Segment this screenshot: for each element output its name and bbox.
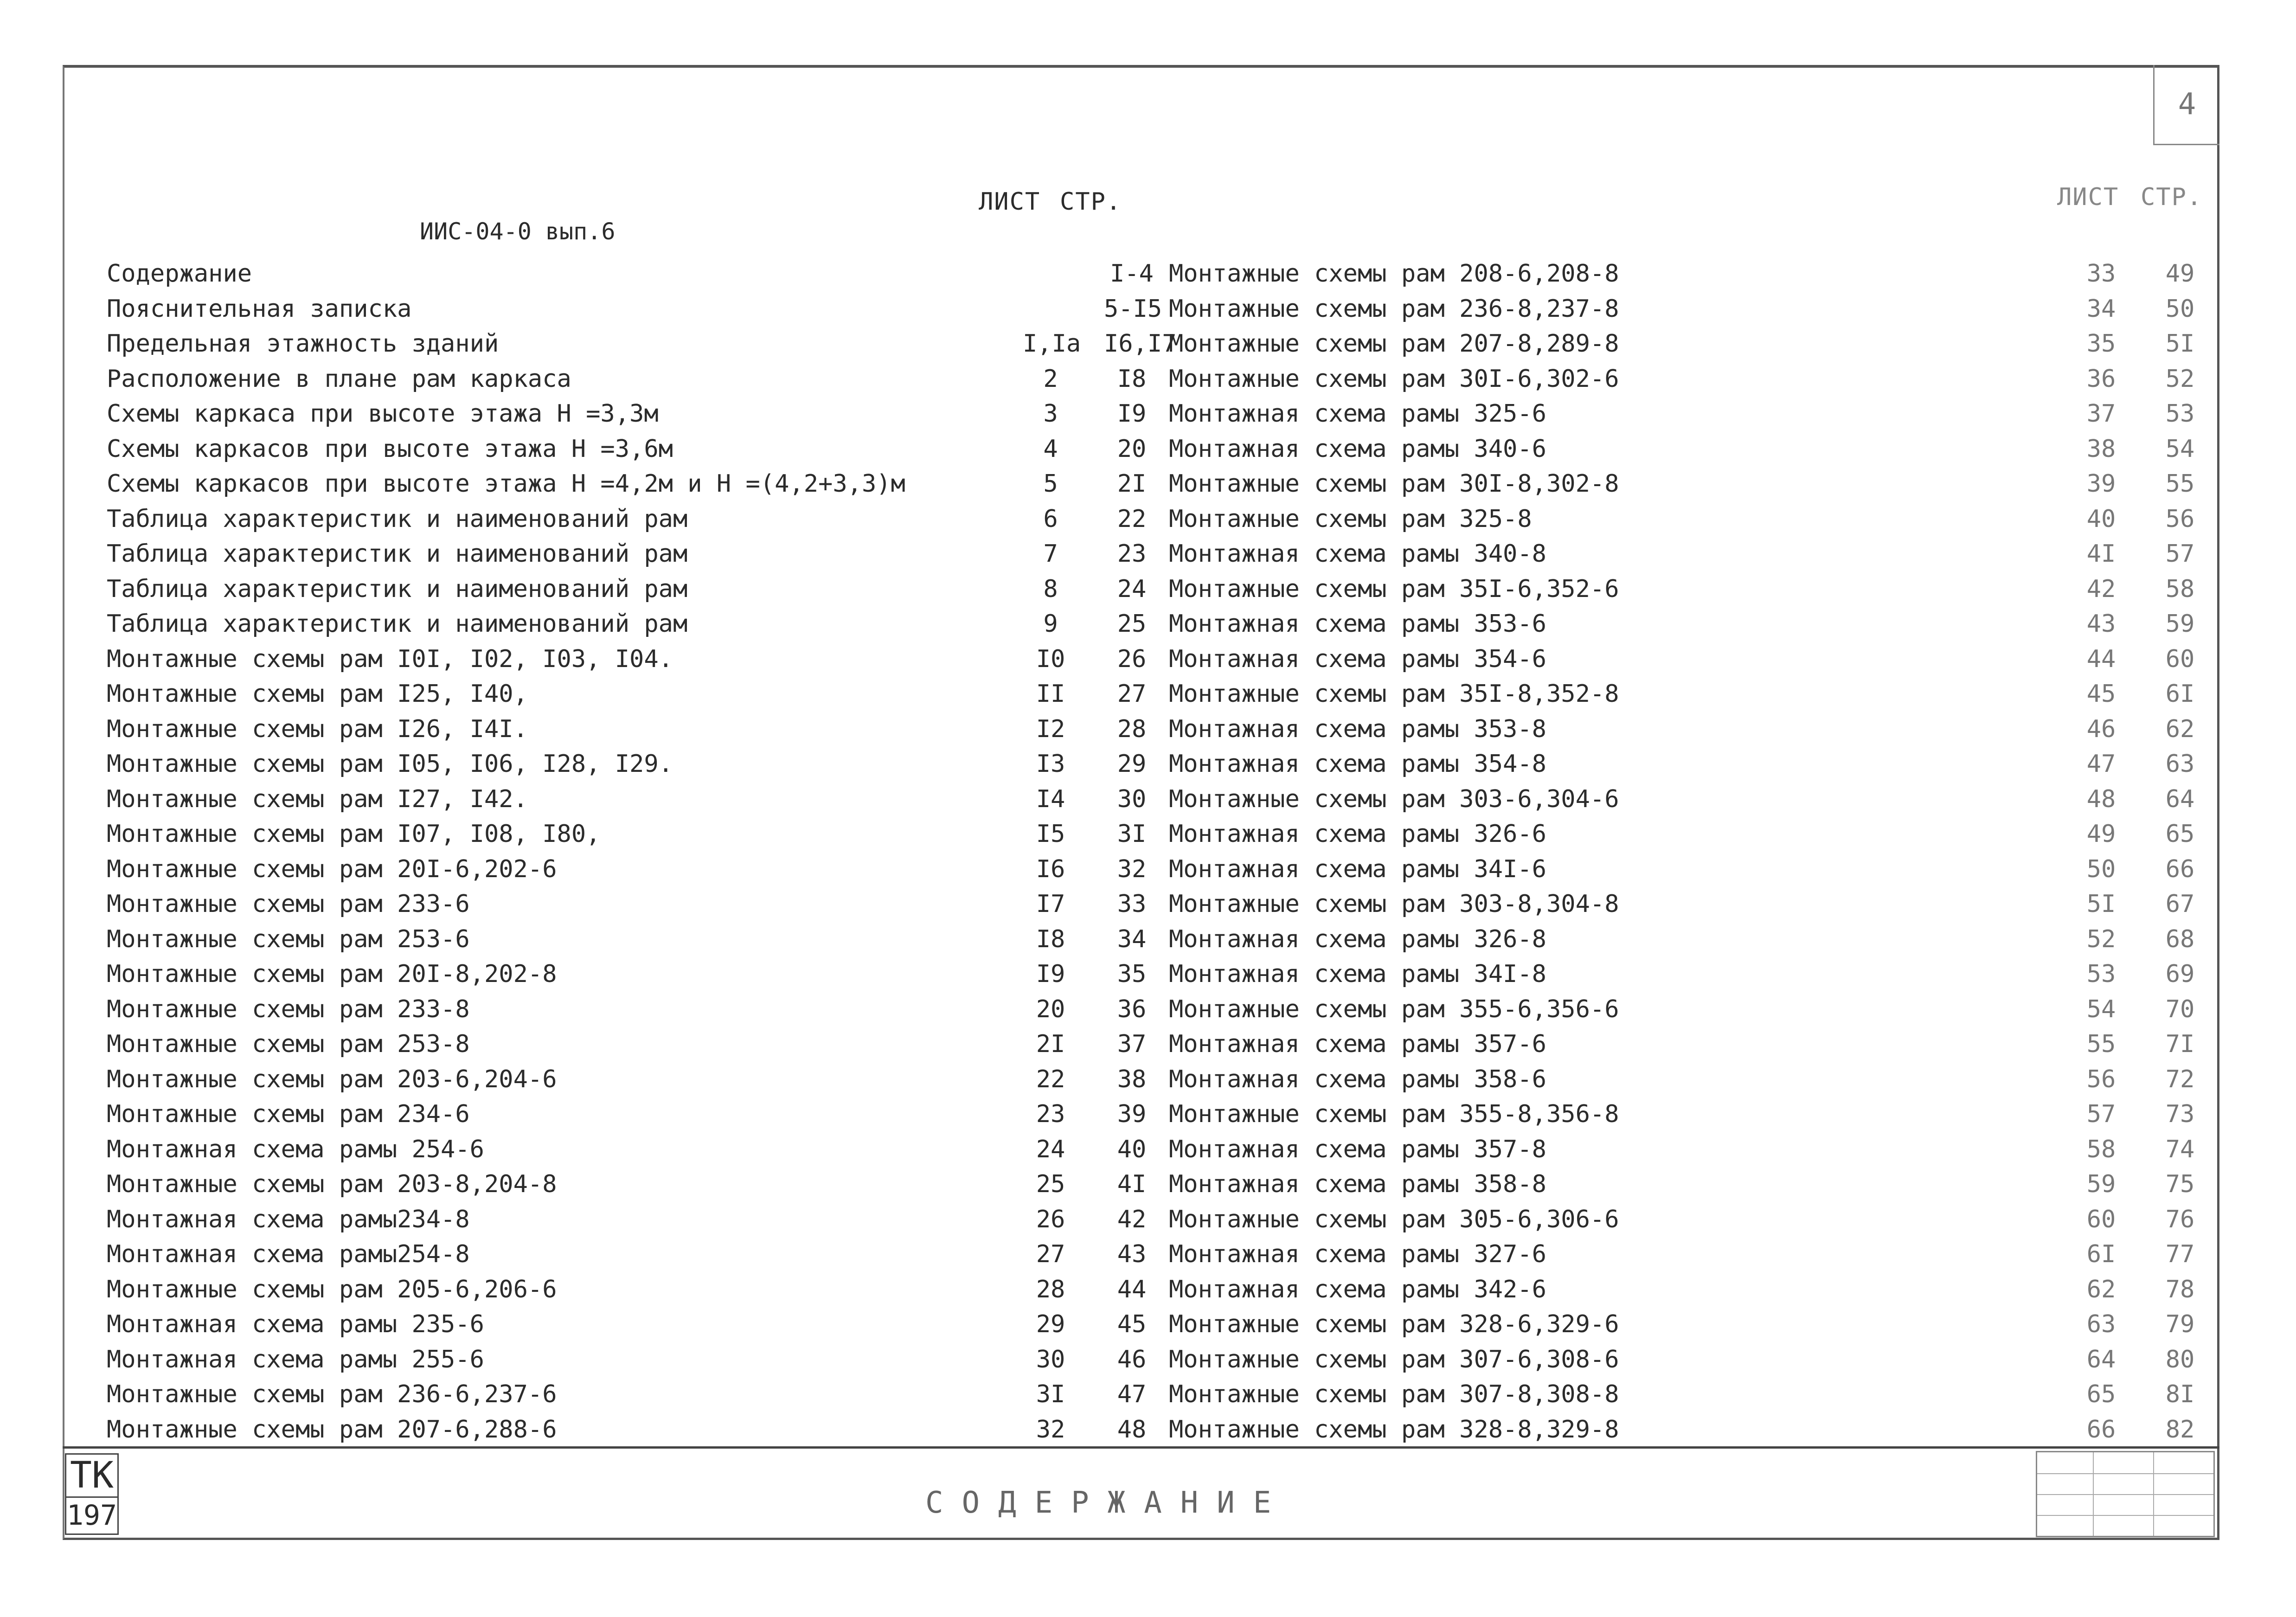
entry-title: Монтажные схемы рам I05, I06, I28, I29. [107, 750, 673, 778]
contents-row [107, 575, 1174, 610]
entry-page: 43 [1117, 1240, 1147, 1268]
entry-sheet: I0 [1036, 645, 1065, 673]
contents-row [107, 715, 1174, 751]
entry-sheet: 6I [2086, 1240, 2116, 1268]
entry-sheet: 42 [2086, 575, 2116, 603]
entry-sheet: 8 [1043, 575, 1058, 603]
entry-sheet: 25 [1036, 1170, 1065, 1198]
entry-page: 40 [1117, 1135, 1147, 1163]
contents-row [1169, 890, 2213, 925]
entry-sheet: 9 [1043, 610, 1058, 638]
contents-row [1169, 1346, 2213, 1381]
entry-page: 53 [2165, 400, 2195, 428]
contents-row [107, 890, 1174, 925]
entry-page: 68 [2165, 925, 2195, 953]
entry-sheet: 33 [2086, 260, 2116, 288]
entry-title: Таблица характеристик и наименований рам [107, 610, 688, 638]
entry-page: 73 [2165, 1100, 2195, 1128]
contents-row [1169, 785, 2213, 821]
entry-title: Монтажные схемы рам 305-6,306-6 [1169, 1205, 1619, 1233]
entry-sheet: 27 [1036, 1240, 1065, 1268]
entry-page: 29 [1117, 750, 1147, 778]
contents-row [1169, 855, 2213, 891]
contents-row [107, 785, 1174, 821]
entry-title: Монтажные схемы рам 233-8 [107, 995, 470, 1023]
entry-page: 20 [1117, 435, 1147, 463]
entry-sheet: 23 [1036, 1100, 1065, 1128]
contents-row [1169, 575, 2213, 610]
entry-sheet: 32 [1036, 1415, 1065, 1444]
entry-title: Монтажные схемы рам 307-8,308-8 [1169, 1380, 1619, 1408]
entry-title: Монтажная схема рамы 325-6 [1169, 400, 1546, 428]
entry-sheet: 52 [2086, 925, 2116, 953]
entry-sheet: 44 [2086, 645, 2116, 673]
contents-row [107, 1310, 1174, 1346]
contents-row [107, 1100, 1174, 1136]
entry-sheet: 37 [2086, 400, 2116, 428]
contents-row [1169, 1380, 2213, 1416]
entry-sheet: 38 [2086, 435, 2116, 463]
entry-sheet: 55 [2086, 1030, 2116, 1058]
contents-row [107, 855, 1174, 891]
contents-row [1169, 610, 2213, 645]
left-contents-column [107, 260, 1177, 1450]
entry-page: 65 [2165, 820, 2195, 848]
entry-page: 2I [1117, 470, 1147, 498]
entry-page: 23 [1117, 540, 1147, 568]
stamp-top: ТК [66, 1455, 117, 1498]
entry-title: Монтажные схемы рам 35I-8,352-8 [1169, 680, 1619, 708]
entry-page: 66 [2165, 855, 2195, 883]
entry-title: Монтажная схема рамы 353-6 [1169, 610, 1546, 638]
entry-title: Монтажная схема рамы 357-8 [1169, 1135, 1546, 1163]
contents-row [107, 435, 1174, 470]
entry-page: 76 [2165, 1205, 2195, 1233]
entry-sheet: 62 [2086, 1275, 2116, 1303]
entry-page: 72 [2165, 1065, 2195, 1093]
left-page-header: СТР. [1060, 188, 1122, 216]
entry-sheet: 34 [2086, 295, 2116, 323]
entry-title: Схемы каркасов при высоте этажа H =3,6м [107, 435, 673, 463]
entry-page: 3I [1117, 820, 1147, 848]
contents-row [1169, 295, 2213, 330]
entry-title: Монтажные схемы рам 236-8,237-8 [1169, 295, 1619, 323]
entry-title: Монтажная схема рамы 340-6 [1169, 435, 1546, 463]
entry-sheet: 5 [1043, 470, 1058, 498]
contents-row [1169, 365, 2213, 400]
entry-sheet: 4I [2086, 540, 2116, 568]
entry-sheet: 53 [2086, 960, 2116, 988]
entry-page: 8I [2165, 1380, 2195, 1408]
entry-title: Монтажные схемы рам 207-6,288-6 [107, 1415, 557, 1444]
entry-title: Монтажные схемы рам 253-6 [107, 925, 470, 953]
entry-sheet: 50 [2086, 855, 2116, 883]
entry-title: Монтажная схема рамы 357-6 [1169, 1030, 1546, 1058]
contents-row [1169, 1206, 2213, 1241]
entry-title: Монтажные схемы рам 35I-6,352-6 [1169, 575, 1619, 603]
entry-sheet: I7 [1036, 890, 1065, 918]
contents-row [107, 820, 1174, 855]
entry-title: Монтажные схемы рам 325-8 [1169, 505, 1532, 533]
entry-page: 33 [1117, 890, 1147, 918]
entry-sheet: 43 [2086, 610, 2116, 638]
document-code: ИИС-04-0 вып.6 [420, 218, 616, 245]
contents-row [1169, 680, 2213, 715]
entry-page: 6I [2165, 680, 2195, 708]
entry-sheet: 29 [1036, 1310, 1065, 1338]
contents-row [1169, 505, 2213, 540]
contents-row [107, 1276, 1174, 1311]
contents-row [107, 330, 1177, 365]
entry-page: 58 [2165, 575, 2195, 603]
entry-page: 7I [2165, 1030, 2195, 1058]
entry-title: Расположение в плане рам каркаса [107, 365, 571, 393]
entry-sheet: 2 [1043, 365, 1058, 393]
entry-sheet: 46 [2086, 715, 2116, 743]
contents-row [107, 540, 1174, 575]
entry-page: 57 [2165, 540, 2195, 568]
entry-page: 78 [2165, 1275, 2195, 1303]
entry-sheet: I,Iа [1023, 330, 1081, 358]
entry-sheet: II [1036, 680, 1065, 708]
entry-title: Монтажная схема рамы 326-6 [1169, 820, 1546, 848]
entry-page: 79 [2165, 1310, 2195, 1338]
contents-row [1169, 400, 2213, 435]
entry-title: Монтажная схема рамы 354-8 [1169, 750, 1546, 778]
entry-page: 35 [1117, 960, 1147, 988]
entry-page: 4I [1117, 1170, 1147, 1198]
entry-page: 69 [2165, 960, 2195, 988]
entry-page: 39 [1117, 1100, 1147, 1128]
contents-row [107, 1206, 1174, 1241]
contents-row [107, 400, 1174, 435]
entry-title: Монтажная схема рамы 255-6 [107, 1345, 484, 1373]
entry-title: Монтажная схема рамы 354-6 [1169, 645, 1546, 673]
entry-page: 45 [1117, 1310, 1147, 1338]
sheet-number: 4 [2153, 65, 2219, 145]
entry-title: Монтажные схемы рам I25, I40, [107, 680, 528, 708]
entry-page: 44 [1117, 1275, 1147, 1303]
entry-title: Монтажные схемы рам 303-6,304-6 [1169, 785, 1619, 813]
entry-sheet: 47 [2086, 750, 2116, 778]
entry-sheet: 3 [1043, 400, 1058, 428]
entry-title: Монтажные схемы рам 20I-8,202-8 [107, 960, 557, 988]
entry-page: 52 [2165, 365, 2195, 393]
contents-row [1169, 1170, 2213, 1206]
entry-page: 37 [1117, 1030, 1147, 1058]
contents-row [1169, 645, 2213, 680]
entry-page: 50 [2165, 295, 2195, 323]
drawing-sheet [63, 65, 2219, 1540]
entry-title: Монтажные схемы рам 328-8,329-8 [1169, 1415, 1619, 1444]
entry-page: 49 [2165, 260, 2195, 288]
contents-row [107, 1065, 1174, 1101]
entry-sheet: 65 [2086, 1380, 2116, 1408]
entry-page: 22 [1117, 505, 1147, 533]
entry-sheet: 2I [1036, 1030, 1065, 1058]
entry-page: 28 [1117, 715, 1147, 743]
entry-title: Монтажные схемы рам 328-6,329-6 [1169, 1310, 1619, 1338]
entry-page: I6,I7 [1104, 330, 1177, 358]
entry-title: Схемы каркаса при высоте этажа H =3,3м [107, 400, 659, 428]
entry-sheet: 57 [2086, 1100, 2116, 1128]
entry-sheet: 39 [2086, 470, 2116, 498]
entry-page: 38 [1117, 1065, 1147, 1093]
entry-page: 25 [1117, 610, 1147, 638]
entry-title: Монтажные схемы рам 207-8,289-8 [1169, 330, 1619, 358]
contents-row [107, 1346, 1174, 1381]
entry-page: 26 [1117, 645, 1147, 673]
format-stamp [65, 1453, 119, 1535]
entry-sheet: 64 [2086, 1345, 2116, 1373]
contents-row [107, 1240, 1174, 1276]
entry-sheet: 6 [1043, 505, 1058, 533]
entry-page: 80 [2165, 1345, 2195, 1373]
entry-page: 59 [2165, 610, 2195, 638]
contents-row [1169, 960, 2213, 995]
contents-row [107, 260, 1174, 295]
entry-sheet: 48 [2086, 785, 2116, 813]
contents-row [107, 610, 1174, 645]
title-block [63, 1449, 2219, 1540]
entry-sheet: 35 [2086, 330, 2116, 358]
entry-title: Монтажная схема рамы 358-6 [1169, 1065, 1546, 1093]
entry-sheet: I4 [1036, 785, 1065, 813]
entry-title: Монтажные схемы рам 233-6 [107, 890, 470, 918]
entry-title: Пояснительная записка [107, 295, 412, 323]
entry-page: 64 [2165, 785, 2195, 813]
entry-page: 60 [2165, 645, 2195, 673]
entry-title: Предельная этажность зданий [107, 330, 499, 358]
entry-page: 46 [1117, 1345, 1147, 1373]
entry-page: 48 [1117, 1415, 1147, 1444]
entry-page: 54 [2165, 435, 2195, 463]
entry-title: Монтажные схемы рам 205-6,206-6 [107, 1275, 557, 1303]
entry-sheet: 58 [2086, 1135, 2116, 1163]
entry-title: Монтажные схемы рам 208-6,208-8 [1169, 260, 1619, 288]
contents-row [1169, 1030, 2213, 1065]
entry-page: I8 [1117, 365, 1147, 393]
entry-page: 42 [1117, 1205, 1147, 1233]
entry-page: 30 [1117, 785, 1147, 813]
entry-title: Монтажные схемы рам I27, I42. [107, 785, 528, 813]
contents-row [1169, 925, 2213, 961]
entry-page: 77 [2165, 1240, 2195, 1268]
entry-sheet: I2 [1036, 715, 1065, 743]
contents-row [107, 505, 1174, 540]
contents-row [1169, 435, 2213, 470]
entry-page: 62 [2165, 715, 2195, 743]
entry-sheet: 5I [2086, 890, 2116, 918]
entry-title: Монтажные схемы рам 30I-8,302-8 [1169, 470, 1619, 498]
entry-sheet: 60 [2086, 1205, 2116, 1233]
contents-row [107, 995, 1174, 1031]
contents-row [1169, 1416, 2213, 1451]
entry-title: Монтажные схемы рам 253-8 [107, 1030, 470, 1058]
entry-title: Монтажная схема рамы 340-8 [1169, 540, 1546, 568]
signature-block [2036, 1451, 2215, 1537]
entry-sheet: 26 [1036, 1205, 1065, 1233]
entry-title: Монтажная схема рамы 34I-8 [1169, 960, 1546, 988]
document-title: СОДЕРЖАНИЕ [925, 1486, 1290, 1520]
contents-row [1169, 540, 2213, 575]
contents-row [1169, 1065, 2213, 1101]
entry-page: 70 [2165, 995, 2195, 1023]
entry-sheet: 24 [1036, 1135, 1065, 1163]
contents-row [107, 365, 1174, 400]
contents-row [107, 645, 1174, 680]
entry-title: Монтажные схемы рам 20I-6,202-6 [107, 855, 557, 883]
entry-page: 75 [2165, 1170, 2195, 1198]
entry-page: 5I [2165, 330, 2195, 358]
contents-row [107, 680, 1174, 715]
entry-title: Монтажные схемы рам 355-6,356-6 [1169, 995, 1619, 1023]
entry-title: Монтажные схемы рам 355-8,356-8 [1169, 1100, 1619, 1128]
entry-title: Монтажная схема рамы 34I-6 [1169, 855, 1546, 883]
entry-sheet: 36 [2086, 365, 2116, 393]
contents-row [107, 960, 1174, 995]
contents-row [1169, 1310, 2213, 1346]
entry-page: 82 [2165, 1415, 2195, 1444]
entry-sheet: I9 [1036, 960, 1065, 988]
contents-row [1169, 330, 2213, 365]
contents-row [1169, 1240, 2213, 1276]
entry-title: Монтажные схемы рам I26, I4I. [107, 715, 528, 743]
contents-row [107, 470, 1174, 505]
entry-title: Монтажная схема рамы254-8 [107, 1240, 470, 1268]
entry-page: 27 [1117, 680, 1147, 708]
entry-title: Монтажные схемы рам 203-8,204-8 [107, 1170, 557, 1198]
entry-sheet: 56 [2086, 1065, 2116, 1093]
contents-row [1169, 820, 2213, 855]
entry-title: Монтажная схема рамы 327-6 [1169, 1240, 1546, 1268]
right-contents-column [1169, 260, 2213, 1450]
entry-sheet: I5 [1036, 820, 1065, 848]
entry-sheet: 28 [1036, 1275, 1065, 1303]
entry-page: 74 [2165, 1135, 2195, 1163]
entry-title: Монтажная схема рамы 254-6 [107, 1135, 484, 1163]
contents-row [1169, 750, 2213, 785]
entry-sheet: 59 [2086, 1170, 2116, 1198]
entry-page: 32 [1117, 855, 1147, 883]
contents-row [1169, 1100, 2213, 1136]
entry-page: 63 [2165, 750, 2195, 778]
contents-row [107, 1136, 1174, 1171]
entry-title: Монтажные схемы рам 30I-6,302-6 [1169, 365, 1619, 393]
contents-row [1169, 260, 2213, 295]
contents-row [1169, 995, 2213, 1031]
contents-row [107, 1416, 1174, 1451]
left-sheet-header: ЛИСТ [979, 188, 1041, 216]
entry-sheet: 54 [2086, 995, 2116, 1023]
entry-sheet: 30 [1036, 1345, 1065, 1373]
right-page-header: СТР. [2141, 183, 2203, 211]
entry-title: Монтажная схема рамы 235-6 [107, 1310, 484, 1338]
entry-sheet: 40 [2086, 505, 2116, 533]
entry-title: Монтажные схемы рам 236-6,237-6 [107, 1380, 557, 1408]
entry-title: Содержание [107, 260, 252, 288]
entry-title: Таблица характеристик и наименований рам [107, 575, 688, 603]
contents-row [107, 750, 1174, 785]
contents-row [107, 1380, 1174, 1416]
entry-sheet: 3I [1036, 1380, 1065, 1408]
entry-title: Монтажная схема рамы 358-8 [1169, 1170, 1546, 1198]
entry-title: Монтажная схема рамы 353-8 [1169, 715, 1546, 743]
entry-page: 36 [1117, 995, 1147, 1023]
entry-title: Таблица характеристик и наименований рам [107, 505, 688, 533]
entry-title: Монтажные схемы рам I0I, I02, I03, I04. [107, 645, 673, 673]
entry-title: Монтажные схемы рам 303-8,304-8 [1169, 890, 1619, 918]
entry-sheet: 22 [1036, 1065, 1065, 1093]
entry-sheet: 4 [1043, 435, 1058, 463]
entry-title: Монтажные схемы рам 234-6 [107, 1100, 470, 1128]
entry-page: 5-I5 [1104, 295, 1162, 323]
entry-page: 55 [2165, 470, 2195, 498]
entry-page: 47 [1117, 1380, 1147, 1408]
entry-title: Монтажная схема рамы 326-8 [1169, 925, 1546, 953]
contents-row [1169, 715, 2213, 751]
entry-sheet: I6 [1036, 855, 1065, 883]
entry-page: 34 [1117, 925, 1147, 953]
entry-page: 24 [1117, 575, 1147, 603]
contents-row [107, 295, 1174, 330]
entry-sheet: 63 [2086, 1310, 2116, 1338]
contents-row [107, 925, 1174, 961]
entry-sheet: I3 [1036, 750, 1065, 778]
entry-sheet: 7 [1043, 540, 1058, 568]
entry-title: Монтажные схемы рам I07, I08, I80, [107, 820, 601, 848]
entry-sheet: 45 [2086, 680, 2116, 708]
contents-row [1169, 1136, 2213, 1171]
stamp-bottom: 197 [66, 1499, 117, 1532]
right-sheet-header: ЛИСТ [2057, 183, 2119, 211]
contents-row [107, 1030, 1174, 1065]
contents-row [1169, 1276, 2213, 1311]
entry-sheet: 66 [2086, 1415, 2116, 1444]
entry-page: I9 [1117, 400, 1147, 428]
entry-title: Схемы каркасов при высоте этажа H =4,2м и H =(4,2+3,3)м [107, 470, 905, 498]
entry-page: 56 [2165, 505, 2195, 533]
entry-sheet: 49 [2086, 820, 2116, 848]
entry-page: I-4 [1110, 260, 1154, 288]
entry-title: Монтажная схема рамы 342-6 [1169, 1275, 1546, 1303]
entry-title: Таблица характеристик и наименований рам [107, 540, 688, 568]
entry-title: Монтажная схема рамы234-8 [107, 1205, 470, 1233]
entry-title: Монтажные схемы рам 307-6,308-6 [1169, 1345, 1619, 1373]
contents-row [107, 1170, 1174, 1206]
contents-row [1169, 470, 2213, 505]
entry-sheet: I8 [1036, 925, 1065, 953]
entry-page: 67 [2165, 890, 2195, 918]
entry-sheet: 20 [1036, 995, 1065, 1023]
entry-title: Монтажные схемы рам 203-6,204-6 [107, 1065, 557, 1093]
